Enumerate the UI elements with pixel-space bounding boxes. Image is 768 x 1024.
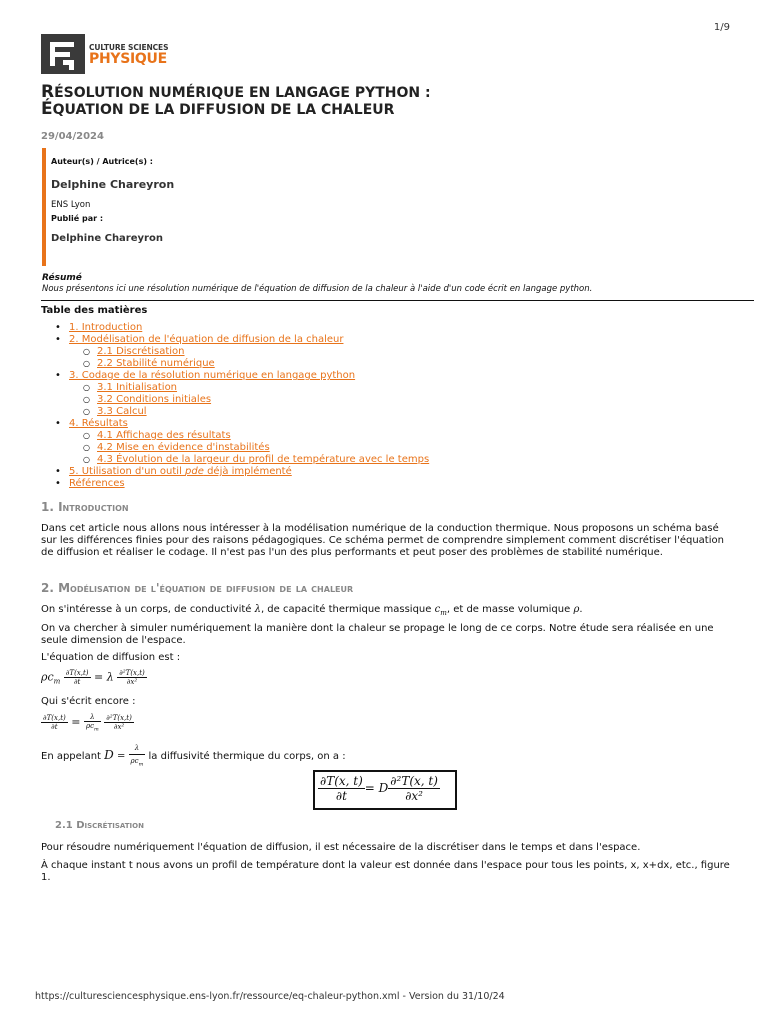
eq2-den2: ∂x² [113,723,125,732]
eq3-num1: ∂T(x, t) [320,774,363,788]
eq2-frac2 [84,713,101,732]
eq3-num2: ∂²T(x, t) [390,774,438,788]
d-definition [129,742,146,770]
toc-link-conditions[interactable]: 3.2 Conditions initiales [97,394,212,405]
toc-heading: Table des matières [41,305,148,316]
eq2-frac3 [104,714,134,731]
eq2-num1: ∂T(x,t) [43,714,66,723]
section2-p4: Qui s'écrit encore : [41,696,136,707]
eq3 [318,774,440,803]
eq2-num-l: λ [84,713,101,722]
title-initial-2: É [41,99,53,119]
toc-link-pde[interactable] [69,466,292,477]
eq1-frac2 [117,669,147,686]
eq1-num2: ∂²T(x,t) [119,669,145,677]
section2-p3: L'équation de diffusion est : [41,652,181,663]
toc-link-codage[interactable]: 3. Codage de la résolution numérique en langage python [69,370,356,381]
eq2-num2: ∂²T(x,t) [106,714,132,723]
publication-date: 29/04/2024 [41,131,104,142]
toc-link-resultats[interactable]: 4. Résultats [69,418,128,429]
page-number: 1/9 [713,22,730,33]
toc-pde-a: 5. Utilisation d'un outil [69,466,186,477]
toc-link-modelisation[interactable]: 2. Modélisation de l'équation de diffusion de la chaleur [69,334,344,345]
cm-sub: m [440,609,447,617]
toc-link-references[interactable]: Références [69,478,125,489]
eq1-lhs-sub: m [53,677,61,686]
section2-p5 [41,742,731,770]
authors-label: Auteur(s) / Autrice(s) : [51,157,153,166]
section1-heading: 1. Introduction [41,500,129,514]
eq1-den1: ∂t [73,678,81,686]
divider [41,300,754,301]
d-def-den: ρc [130,757,139,765]
toc-link-discretisation[interactable]: 2.1 Discrétisation [97,346,185,357]
lambda-symbol: λ [254,604,261,615]
eq2-frac1 [41,714,68,731]
s2p5-b: la diffusivité thermique du corps, on a : [145,751,346,763]
section2-p1 [41,604,731,619]
toc-link-affichage[interactable]: 4.1 Affichage des résultats [97,430,231,441]
eq1-num1: ∂T(x,t) [65,669,89,677]
title-line1: ÉSOLUTION NUMÉRIQUE EN LANGAGE PYTHON : [54,85,431,101]
section2-p2: On va chercher à simuler numériquement la manière dont la chaleur se propage le long de ce corps. Notre étude sera réalisée en une seule dimension de l'espace. [41,623,714,646]
page-title [41,84,431,118]
eq3-den2: ∂x² [405,789,423,803]
section2-heading: 2. Modélisation de l'équation de diffusion de la chaleur [41,581,354,595]
eq1-mid: = λ [94,670,114,684]
eq1-frac1 [64,669,91,686]
eq3-frac2 [388,774,440,803]
resume-heading: Résumé [42,273,82,283]
csp-logo-icon[interactable] [41,34,85,74]
d-def-den-sub: m [138,761,144,768]
d-def-num: λ [129,742,146,755]
equation-1 [41,669,147,686]
equation-2 [41,713,134,732]
publisher-name: Delphine Chareyron [51,233,163,244]
toc-link-stabilite[interactable]: 2.2 Stabilité numérique [97,358,215,369]
d-symbol: D [104,748,114,763]
eq2-den-l: ρc [85,722,95,730]
section21-heading: 2.1 Discrétisation [55,820,144,831]
eq2-den1: ∂t [51,723,58,732]
title-initial-1: R [41,82,55,102]
toc-link-evolution[interactable]: 4.3 Évolution de la largeur du profil de température avec le temps [97,454,430,465]
toc-link-instabilites[interactable]: 4.2 Mise en évidence d'instabilités [97,442,270,453]
table-of-contents [55,322,429,490]
toc-pde-b: déjà implémenté [203,466,292,477]
author-accent-bar [42,148,46,266]
s2p5-a: En appelant [41,751,105,763]
logo-line1: CULTURE SCIENCES [89,43,169,52]
rho-symbol: ρ [573,604,580,615]
toc-link-calcul[interactable]: 3.3 Calcul [97,406,147,417]
resume-text: Nous présentons ici une résolution numérique de l'équation de diffusion de la chaleur à l'aide d'un code écrit en langage python. [42,284,593,294]
s2p1-b: , de capacité thermique massique [260,604,435,615]
eq1-den2: ∂x² [126,678,138,686]
s2p5-eq: = [113,751,129,763]
toc-link-introduction[interactable]: 1. Introduction [69,322,143,333]
page-footer: https://culturesciencesphysique.ens-lyon.fr/ressource/eq-chaleur-python.xml - Version du 31/10/24 [35,991,505,1002]
d-def-den-wrap [129,755,146,770]
published-label: Publié par : [51,214,104,223]
toc-link-initialisation[interactable]: 3.1 Initialisation [97,382,178,393]
s2p1-a: On s'intéresse à un corps, de conductivité [41,604,255,615]
s2p1-c: , et de masse volumique [446,604,574,615]
eq3-den1: ∂t [335,789,347,803]
logo-line2: PHYSIQUE [89,51,167,67]
author-name: Delphine Chareyron [51,178,175,191]
eq3-frac1 [318,774,365,803]
eq2-den-l-wrap [84,722,101,732]
cm-symbol: c [434,604,441,615]
author-affiliation: ENS Lyon [51,200,91,210]
eq2-den-l-sub: m [94,726,99,733]
boxed-equation [313,770,457,810]
s2p1-d: . [579,604,583,615]
eq2-eq: = [71,715,81,729]
eq3-mid: = D [364,781,389,795]
toc-pde-em: pde [185,466,204,477]
title-line2: QUATION DE LA DIFFUSION DE LA CHALEUR [52,102,395,118]
section21-p1: Pour résoudre numériquement l'équation de diffusion, il est nécessaire de la discrétiser dans le temps et dans l'espace. [41,842,641,853]
section1-text: Dans cet article nous allons nous intéresser à la modélisation numérique de la conduction thermique. Nous proposons un schéma basé sur les différences finies pour des raisons pédagogiques. Ce schéma permet de comprendre simplement comment discrétiser l'équation de diffusion et réaliser le codage. Il n'est pas l'un des plus performants et peut poser des problèmes de stabilité numérique. [41,523,724,558]
author-block [51,157,174,244]
section21-p2: À chaque instant t nous avons un profil de température dont la valeur est donnée dans l'espace pour tous les points, x, x+dx, etc., figure 1. [41,860,730,883]
eq1-lhs: ρc [41,670,54,684]
